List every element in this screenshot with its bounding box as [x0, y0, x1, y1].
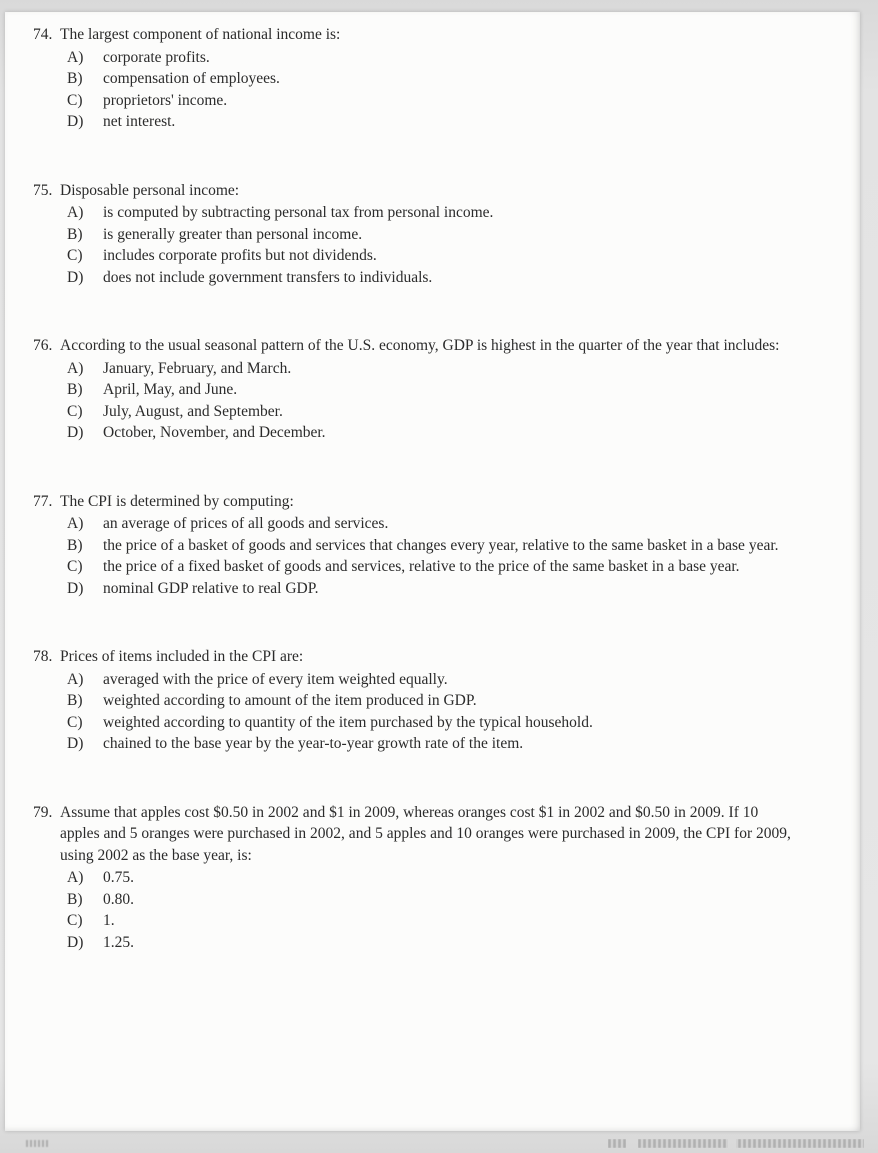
- question-body: [60, 180, 794, 289]
- option-label: C): [67, 713, 83, 731]
- option-text: nominal GDP relative to real GDP.: [103, 579, 319, 597]
- option-text: July, August, and September.: [103, 402, 283, 420]
- question-79: [33, 802, 794, 954]
- question-74: [33, 24, 794, 133]
- question-body: [60, 335, 794, 444]
- question-text: According to the usual seasonal pattern of the U.S. economy, GDP is highest in the quarter of the year that includes:: [60, 337, 780, 354]
- option-text: includes corporate profits but not dividends.: [103, 247, 377, 264]
- option-label: A): [67, 204, 84, 221]
- answer-option: [60, 422, 794, 444]
- answer-option: [60, 867, 794, 889]
- option-label: D): [67, 735, 84, 752]
- answer-option: [60, 712, 794, 734]
- answer-option: [60, 690, 794, 712]
- answer-option: [60, 669, 794, 691]
- option-label: D): [67, 424, 84, 441]
- answer-option: [60, 47, 794, 69]
- option-label: B): [67, 381, 83, 398]
- question-77: [33, 491, 794, 600]
- question-body: [60, 802, 794, 954]
- answer-option: [60, 245, 794, 267]
- option-label: A): [67, 670, 84, 688]
- question-text: Assume that apples cost $0.50 in 2002 and $1 in 2009, whereas oranges cost $1 in 2002 and $0.50 in 2009. If 10 apples and 5 oranges were purchased in 2002, and 5 apples and 10 oranges were purchased in 2009, the CPI for 2009, using 2002 as the base year, is:: [60, 803, 791, 864]
- option-text: proprietors' income.: [103, 91, 228, 109]
- option-label: A): [67, 869, 84, 886]
- answer-option: [60, 202, 794, 224]
- option-label: B): [67, 536, 83, 554]
- answer-option: [60, 267, 794, 289]
- question-number: 76.: [33, 337, 53, 354]
- option-text: 0.80.: [103, 890, 134, 908]
- option-label: D): [67, 113, 84, 130]
- option-text: April, May, and June.: [103, 381, 238, 398]
- option-label: A): [67, 515, 84, 532]
- option-label: D): [67, 579, 84, 597]
- question-number: 79.: [33, 803, 53, 821]
- question-body: [60, 491, 794, 600]
- question-number: 75.: [33, 181, 53, 199]
- answer-option: [60, 68, 794, 90]
- option-label: B): [67, 70, 83, 87]
- question-76: [33, 335, 794, 444]
- option-label: C): [67, 558, 83, 575]
- option-text: 1.: [103, 912, 115, 929]
- answer-option: [60, 932, 794, 954]
- answer-option: [60, 513, 794, 535]
- option-label: C): [67, 91, 83, 109]
- option-text: 1.25.: [103, 933, 134, 951]
- option-label: C): [67, 402, 83, 420]
- option-text: an average of prices of all goods and services.: [103, 515, 389, 532]
- document-page: [5, 12, 860, 1131]
- option-text: averaged with the price of every item weighted equally.: [103, 670, 448, 688]
- answer-option: [60, 910, 794, 932]
- answer-option: [60, 401, 794, 423]
- answer-option: [60, 889, 794, 911]
- answer-option: [60, 90, 794, 112]
- answer-option: [60, 358, 794, 380]
- option-text: the price of a fixed basket of goods and services, relative to the price of the same basket in a base year.: [103, 558, 740, 575]
- option-text: weighted according to quantity of the item purchased by the typical household.: [103, 713, 593, 731]
- option-label: C): [67, 912, 83, 929]
- option-text: January, February, and March.: [103, 359, 292, 377]
- option-text: does not include government transfers to individuals.: [103, 268, 433, 286]
- answer-option: [60, 578, 794, 600]
- scan-artifact-right: [608, 1139, 864, 1148]
- option-label: B): [67, 692, 83, 709]
- scan-artifact-left: [26, 1140, 48, 1147]
- option-label: D): [67, 933, 84, 951]
- option-text: is generally greater than personal income.: [103, 225, 363, 243]
- option-label: A): [67, 359, 84, 377]
- option-text: weighted according to amount of the item produced in GDP.: [103, 692, 477, 709]
- option-label: B): [67, 225, 83, 243]
- answer-option: [60, 111, 794, 133]
- option-label: B): [67, 890, 83, 908]
- question-text: Disposable personal income:: [60, 181, 240, 199]
- question-body: [60, 646, 794, 755]
- question-text: The largest component of national income is:: [60, 26, 341, 43]
- question-number: 77.: [33, 492, 53, 510]
- option-text: October, November, and December.: [103, 424, 326, 441]
- question-body: [60, 24, 794, 133]
- option-label: A): [67, 48, 84, 66]
- answer-option: [60, 556, 794, 578]
- answer-option: [60, 733, 794, 755]
- question-78: [33, 646, 794, 755]
- question-75: [33, 180, 794, 289]
- answer-option: [60, 379, 794, 401]
- option-text: chained to the base year by the year-to-year growth rate of the item.: [103, 735, 524, 752]
- option-text: the price of a basket of goods and services that changes every year, relative to the same basket in a base year.: [103, 536, 779, 554]
- option-text: compensation of employees.: [103, 70, 280, 87]
- question-number: 74.: [33, 26, 53, 43]
- option-text: net interest.: [103, 113, 176, 130]
- option-text: corporate profits.: [103, 48, 210, 66]
- question-text: The CPI is determined by computing:: [60, 492, 294, 510]
- option-label: C): [67, 247, 83, 264]
- question-text: Prices of items included in the CPI are:: [60, 648, 304, 665]
- option-text: 0.75.: [103, 869, 134, 886]
- answer-option: [60, 224, 794, 246]
- option-text: is computed by subtracting personal tax from personal income.: [103, 204, 494, 221]
- option-label: D): [67, 268, 84, 286]
- answer-option: [60, 535, 794, 557]
- question-number: 78.: [33, 648, 53, 665]
